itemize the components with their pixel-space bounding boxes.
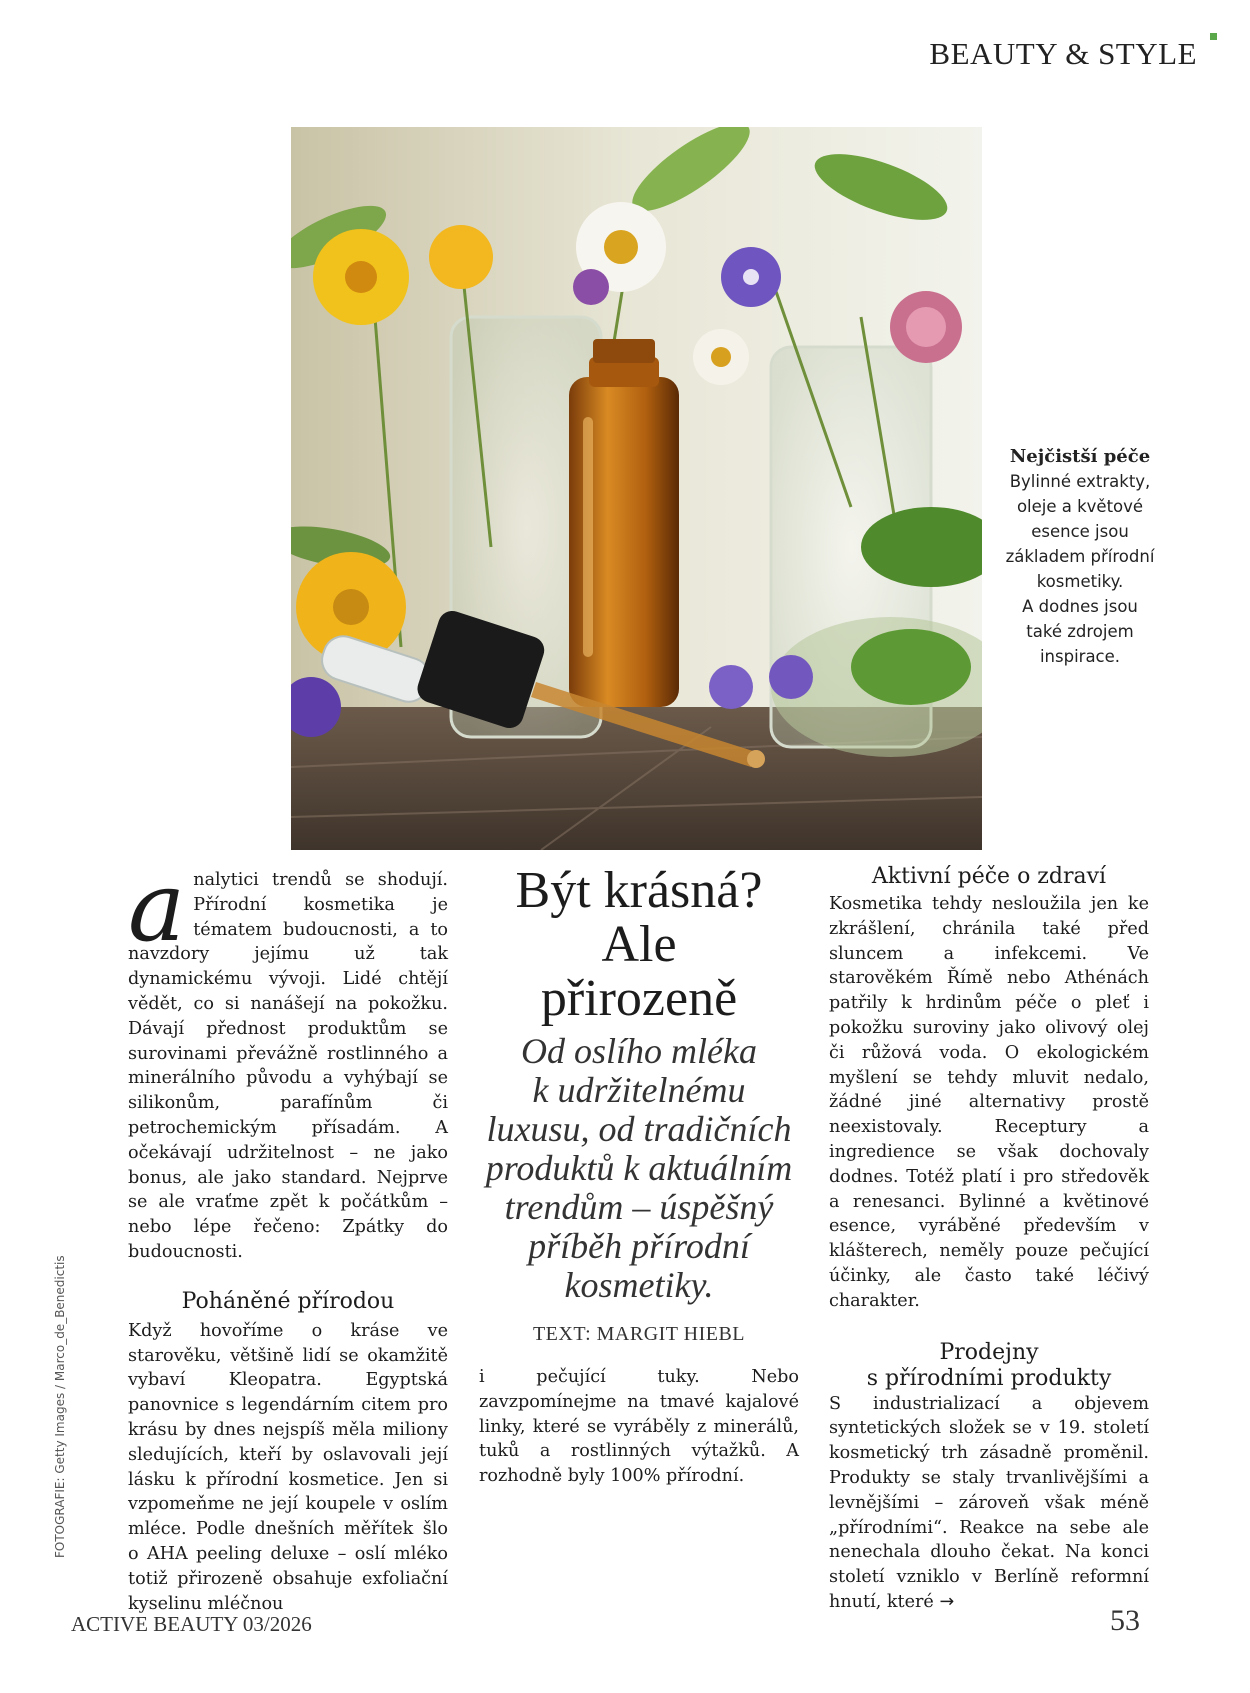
photo-caption (985, 444, 1175, 669)
subheading-2: Aktivní péče o zdraví (871, 864, 1107, 889)
body-paragraph: Kosmetika tehdy nesloužila jen ke zkrášlení, chránila také před sluncem a infekcemi. Ve starověkém Římě nebo Athénách patřily k hrdinům péče o pleť i pokožku suroviny jako olivový olej či růžová voda. O ekologickém myšlení se tehdy mluvit nedalo, žádné jiné alternativy prostě neexistovaly. Receptury a ingredience se však dochovaly dodnes. Totéž platí i pro středověk a renesanci. Bylinné a květinové esence, vyráběné především v klášterech, neměly pouze pečující účinky, ale často také léčivý charakter. (829, 894, 1149, 1311)
corner-accent-icon (1210, 33, 1217, 40)
continue-arrow-icon: → (939, 1591, 955, 1612)
article-column-1 (128, 851, 448, 1616)
caption-line: kosmetiky. (1036, 572, 1124, 591)
subheading-1: Poháněné přírodou (181, 1288, 395, 1314)
photo-credit: FOTOGRAFIE: Getty Images / Marco_de_Benedictis (53, 1255, 67, 1558)
deck (468, 1032, 810, 1305)
headline-line: přirozeně (540, 970, 738, 1027)
section-header: BEAUTY & STYLE (929, 36, 1197, 71)
subheading-3: Prodejny s přírodními produkty (866, 1339, 1112, 1391)
caption-line: také zdrojem (1026, 622, 1134, 641)
headline-block (468, 864, 810, 1346)
caption-line: A dodnes jsou (1022, 597, 1138, 616)
deck-line: k udržitelnému (532, 1070, 746, 1110)
byline: TEXT: MARGIT HIEBL (532, 1323, 746, 1345)
headline-line: Ale (601, 916, 677, 973)
body-paragraph: Když hovoříme o kráse ve starověku, většině lidí se okamžitě vybaví Kleopatra. Egyptská panovnice s legendárním citem pro krásu by dnes nejspíš měla miliony sledujících, kteří by oslavovali její lásku k přírodní kosmetice. Jen si vzpomeňme ne její koupele v oslím mléce. Podle dnešních měřítek šlo o AHA peeling deluxe – oslí mléko totiž přirozeně obsahuje exfoliační kyselinu mléčnou (128, 1320, 448, 1614)
deck-line: trendům – úspěšný (504, 1187, 774, 1227)
deck-line: příběh přírodní (528, 1226, 750, 1266)
caption-line: Bylinné extrakty, (1009, 472, 1151, 491)
caption-line: základem přírodní (1005, 547, 1155, 566)
caption-line: inspirace. (1039, 647, 1121, 666)
deck-line: Od oslího mléka (521, 1031, 757, 1071)
headline-line: Být krásná? (515, 862, 763, 919)
intro-paragraph: analytici trendů se shodují. Přírodní kosmetika je tématem budoucnosti, a to navzdory jejímu už tak dynamickému vývoji. Lidé chtějí vědět, co si nanášejí na pokožku. Dávají přednost produktům se surovinami převážně rostlinného a minerálního původu a vyhýbají se silikonům, parafínům či petrochemickým přísadám. A očekávají udržitelnost – ne jako bonus, ale jako standard. Nejprve se ale vraťme zpět k počátkům – nebo lépe řečeno: Zpátky do budoucnosti. (128, 851, 448, 1262)
body-paragraph: S industrializací a objevem syntetických složek se v 19. století kosmetický trh zásadně proměnil. Produkty se staly trvanlivějšími a levnějšími – zároveň však méně „přírodními“. Reakce na sebe ale nenechala dlouho čekat. Na konci století vzniklo v Berlíně reformní hnutí, které → (829, 1393, 1149, 1612)
article-column-2 (479, 1365, 799, 1489)
deck-line: produktů k aktuálním (485, 1148, 793, 1188)
drop-cap: a (128, 851, 186, 963)
hero-photo (291, 127, 982, 850)
body-paragraph: i pečující tuky. Nebo zavzpomínejme na tmavé kajalové linky, které se vyráběly z minerálů, tuků a rostlinných výtažků. A rozhodně byly 100% přírodní. (479, 1367, 799, 1487)
deck-line: kosmetiky. (564, 1265, 714, 1305)
caption-line: esence jsou (1031, 522, 1129, 541)
footer-magazine: ACTIVE BEAUTY 03/2026 (71, 1612, 312, 1636)
caption-line: oleje a květové (1016, 497, 1144, 516)
page-number: 53 (1110, 1604, 1140, 1637)
deck-line: luxusu, od tradičních (486, 1109, 792, 1149)
caption-title: Nejčistší péče (1009, 446, 1151, 467)
article-column-3 (829, 864, 1149, 1615)
